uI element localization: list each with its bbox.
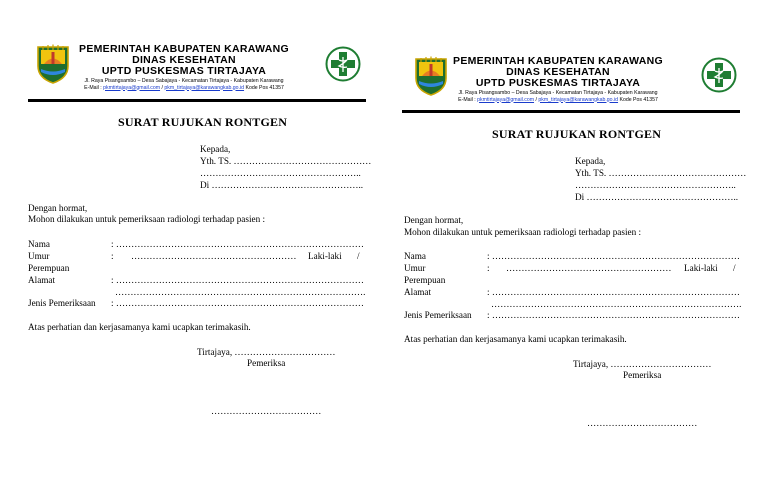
letterhead-contact xyxy=(428,97,688,104)
gender-laki-laki: Laki-laki xyxy=(684,263,718,273)
place-date: Tirtajaya, …………………………… xyxy=(573,359,712,369)
document-title: SURAT RUJUKAN RONTGEN xyxy=(492,127,662,141)
email-link-official[interactable]: pkm_tirtajaya@karawangkab.go.id xyxy=(164,84,245,91)
gender-laki-laki: Laki-laki xyxy=(308,251,342,261)
field-umur-colon: : xyxy=(487,263,490,273)
field-umur-value: ……………………………………………… xyxy=(506,263,672,273)
gender-separator: / xyxy=(733,263,736,273)
letterhead-line-2: DINAS KESEHATAN xyxy=(132,54,236,66)
letterhead-address: Jl. Raya Pisangsambo – Desa Sabajaya - Kecamatan Tirtajaya - Kabupaten Karawang xyxy=(458,90,658,96)
gender-separator: / xyxy=(357,251,360,261)
examiner-label: Pemeriksa xyxy=(623,370,662,380)
recipient-di: Di ………………………………………….. xyxy=(575,192,739,202)
field-alamat-value-2: ………………………………………………………………………. xyxy=(491,299,742,309)
salutation: Dengan hormat, xyxy=(28,203,88,213)
email-separator: / xyxy=(534,96,539,103)
letterhead-line-3: UPTD PUSKESMAS TIRTAJAYA xyxy=(475,77,641,89)
closing-text: Atas perhatian dan kerjasamanya kami ucapkan terimakasih. xyxy=(404,334,627,344)
email-prefix: E-Mail : xyxy=(458,96,476,103)
recipient-yth: Yth. TS. ……………………………………… xyxy=(200,156,372,166)
closing-text: Atas perhatian dan kerjasamanya kami ucapkan terimakasih. xyxy=(28,322,251,332)
gender-perempuan: Perempuan xyxy=(404,275,446,285)
field-nama-value: : ……………………………………………………………………… xyxy=(111,239,364,249)
puskesmas-health-cross-icon xyxy=(325,46,361,82)
field-nama-label: Nama xyxy=(28,239,50,249)
letterhead-contact xyxy=(54,85,314,92)
email-separator: / xyxy=(160,84,165,91)
field-alamat-value: : ……………………………………………………………………… xyxy=(111,275,364,285)
postal-code: Kode Pos 41357 xyxy=(618,96,658,103)
email-link-gmail[interactable]: pkmtirtajaya@gmail.com xyxy=(477,96,535,103)
email-link-official[interactable]: pkm_tirtajaya@karawangkab.go.id xyxy=(538,96,619,103)
letterhead-line-2: DINAS KESEHATAN xyxy=(506,66,610,78)
email-prefix: E-Mail : xyxy=(84,84,102,91)
letterhead-divider xyxy=(28,99,366,102)
examiner-label: Pemeriksa xyxy=(247,358,286,368)
recipient-dotline: …………………………………………….. xyxy=(200,168,361,178)
signature-line: ……………………………… xyxy=(211,406,322,416)
field-alamat-value: : ……………………………………………………………………… xyxy=(487,287,740,297)
field-umur-colon: : xyxy=(111,251,114,261)
field-umur-value: ……………………………………………… xyxy=(131,251,297,261)
letterhead-line-3: UPTD PUSKESMAS TIRTAJAYA xyxy=(101,65,267,77)
puskesmas-health-cross-icon xyxy=(701,57,737,93)
field-alamat-value-2: ………………………………………………………………………. xyxy=(115,287,366,297)
letterhead-divider xyxy=(402,110,740,113)
letterhead-line-1: PEMERINTAH KABUPATEN KARAWANG xyxy=(453,55,663,67)
field-umur-label: Umur xyxy=(404,263,426,273)
signature-line: ……………………………… xyxy=(587,418,698,428)
field-jenis-label: Jenis Pemeriksaan xyxy=(404,310,472,320)
referral-form-right xyxy=(384,0,768,503)
document-title: SURAT RUJUKAN RONTGEN xyxy=(118,115,288,129)
request-text: Mohon dilakukan untuk pemeriksaan radiologi terhadap pasien : xyxy=(404,227,642,237)
field-jenis-value: : ……………………………………………………………………… xyxy=(111,298,364,308)
gender-perempuan: Perempuan xyxy=(28,263,70,273)
recipient-kepada: Kepada, xyxy=(575,156,606,166)
field-jenis-label: Jenis Pemeriksaan xyxy=(28,298,96,308)
recipient-dotline: …………………………………………….. xyxy=(575,180,736,190)
place-date: Tirtajaya, …………………………… xyxy=(197,347,336,357)
field-alamat-label: Alamat xyxy=(404,287,432,297)
postal-code: Kode Pos 41357 xyxy=(244,84,284,91)
salutation: Dengan hormat, xyxy=(404,215,464,225)
field-jenis-value: : ……………………………………………………………………… xyxy=(487,310,740,320)
recipient-di: Di ………………………………………….. xyxy=(200,180,364,190)
letterhead-address: Jl. Raya Pisangsambo – Desa Sabajaya - Kecamatan Tirtajaya - Kabupaten Karawang xyxy=(84,78,284,84)
field-umur-label: Umur xyxy=(28,251,50,261)
request-text: Mohon dilakukan untuk pemeriksaan radiologi terhadap pasien : xyxy=(28,214,266,224)
letterhead-line-1: PEMERINTAH KABUPATEN KARAWANG xyxy=(79,43,289,55)
recipient-yth: Yth. TS. ……………………………………… xyxy=(575,168,747,178)
field-nama-value: : ……………………………………………………………………… xyxy=(487,251,740,261)
email-link-gmail[interactable]: pkmtirtajaya@gmail.com xyxy=(103,84,161,91)
field-alamat-label: Alamat xyxy=(28,275,56,285)
recipient-kepada: Kepada, xyxy=(200,144,231,154)
field-nama-label: Nama xyxy=(404,251,426,261)
